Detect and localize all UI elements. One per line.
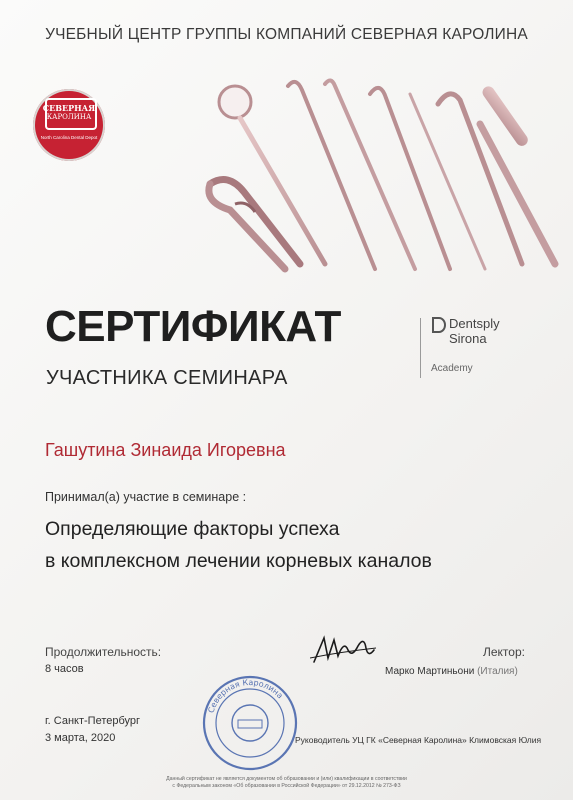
company-logo [33,89,105,161]
seminar-title-line1: Определяющие факторы успеха [45,518,340,540]
lecturer-signature [310,632,380,668]
seminar-title-line2: в комплексном лечении корневых каналов [45,550,432,572]
partner-divider [420,318,421,378]
stamp-text: Северная Каролина [206,677,285,715]
duration-value: 8 часов [45,663,84,675]
seminar-lead-text: Принимал(а) участие в семинаре : [45,490,247,504]
logo-line1: СЕВЕРНАЯ [42,103,96,113]
partner-brand-line1: Dentsply [449,316,500,331]
official-stamp [200,673,300,773]
lecturer-name-line [385,666,518,677]
lecturer-name: Марко Мартиньони [385,666,475,677]
legal-footnote [0,776,573,790]
issue-date: 3 марта, 2020 [45,732,116,744]
location-city: г. Санкт-Петербург [45,715,141,727]
lecturer-country: (Италия) [477,666,518,677]
certificate-title: СЕРТИФИКАТ [45,302,341,351]
logo-subtitle: North Carolina Dental Depot [40,135,98,140]
dental-instruments-illustration [150,64,573,274]
participant-name: Гашутина Зинаида Игоревна [45,440,286,460]
head-of-center: Руководитель УЦ ГК «Северная Каролина» Климовская Юлия [295,735,542,745]
duration-label: Продолжительность: [45,645,162,659]
partner-brand-line2: Sirona [449,331,487,346]
dentsply-sirona-logo-icon [430,316,446,334]
footnote-line1: Данный сертификат не является документом об образовании и (или) квалификации в соответствии [166,776,407,782]
certificate-subtitle: УЧАСТНИКА СЕМИНАРА [46,367,288,389]
lecturer-label: Лектор: [483,645,525,659]
logo-line2: КАРОЛИНА [46,113,92,121]
footnote-line2: с Федеральным законом «Об образовании в Российской Федерации» от 29.12.2012 № 273-ФЗ [172,783,401,789]
training-center-header: УЧЕБНЫЙ ЦЕНТР ГРУППЫ КОМПАНИЙ СЕВЕРНАЯ КАРОЛИНА [45,26,528,43]
partner-program: Academy [431,363,473,374]
